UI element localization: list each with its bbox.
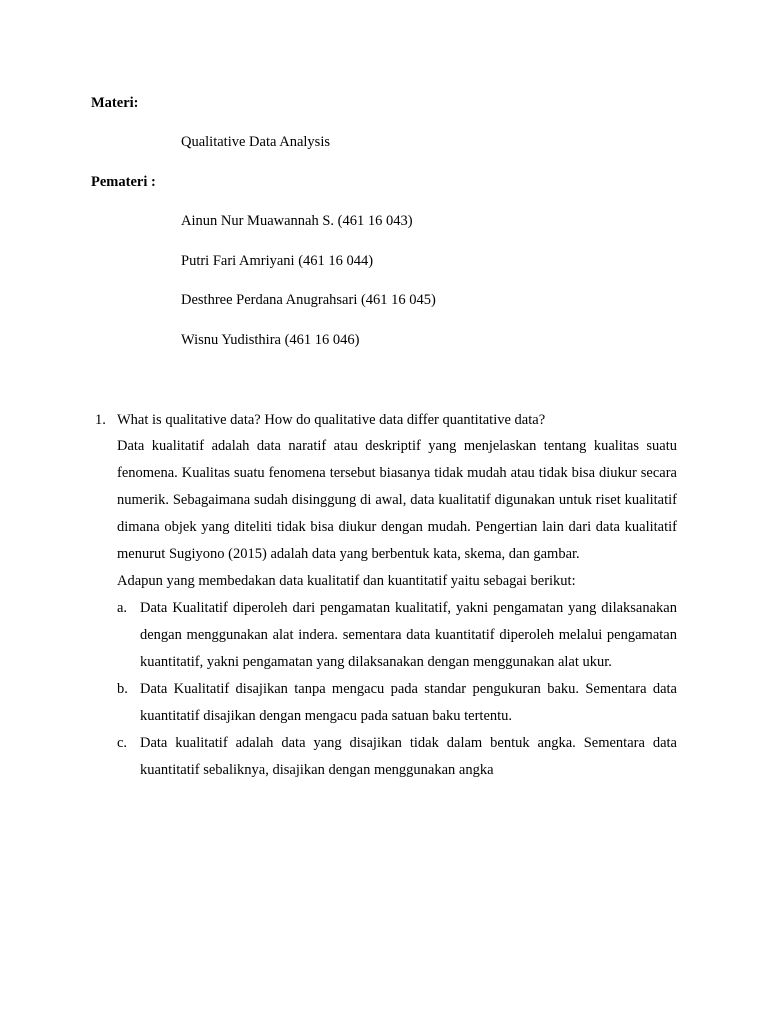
difference-intro: Adapun yang membedakan data kualitatif dan kuantitatif yaitu sebagai berikut:: [117, 573, 576, 589]
pemateri-label: Pemateri :: [91, 174, 156, 190]
list-item-text: Data Kualitatif disajikan tanpa mengacu pada standar pengukuran baku. Sementara data kuantitatif disajikan dengan mengacu pada satuan baku tertentu.: [140, 681, 677, 724]
pemateri-entry: Ainun Nur Muawannah S. (461 16 043): [181, 213, 413, 229]
list-item-text: Data kualitatif adalah data yang disajikan tidak dalam bentuk angka. Sementara data kuantitatif sebaliknya, disajikan dengan menggunakan angka: [140, 735, 677, 778]
pemateri-entry: Desthree Perdana Anugrahsari (461 16 045): [181, 292, 436, 308]
question-number: 1.: [95, 412, 106, 428]
list-item: [117, 730, 677, 784]
question-text: What is qualitative data? How do qualitative data differ quantitative data?: [117, 412, 546, 428]
pemateri-entry: Wisnu Yudisthira (461 16 046): [181, 332, 360, 348]
answer-paragraph: Data kualitatif adalah data naratif atau deskriptif yang menjelaskan tentang kualitas suatu fenomena. Kualitas suatu fenomena tersebut biasanya tidak mudah atau tidak bisa diukur secara numerik. Sebagaimana sudah disinggung di awal, data kualitatif digunakan untuk riset kualitatif dimana objek yang diteliti tidak bisa diukur dengan mudah. Pengertian lain dari data kualitatif menurut Sugiyono (2015) adalah data yang berbentuk kata, skema, dan gambar.: [117, 438, 677, 562]
list-item-text: Data Kualitatif diperoleh dari pengamatan kualitatif, yakni pengamatan yang dilaksanakan dengan menggunakan alat indera. sementara data kuantitatif diperoleh melalui pengamatan kuantitatif, yakni pengamatan yang dilaksanakan dengan menggunakan alat ukur.: [140, 600, 677, 670]
list-item: [117, 676, 677, 730]
list-marker: c.: [117, 735, 128, 751]
list-item: [117, 595, 677, 676]
question-block: [117, 410, 677, 784]
list-marker: b.: [117, 681, 128, 697]
pemateri-entry: Putri Fari Amriyani (461 16 044): [181, 253, 374, 269]
materi-label: Materi:: [91, 95, 139, 111]
list-marker: a.: [117, 600, 128, 616]
difference-list: [117, 595, 677, 784]
materi-value: Qualitative Data Analysis: [181, 134, 330, 150]
